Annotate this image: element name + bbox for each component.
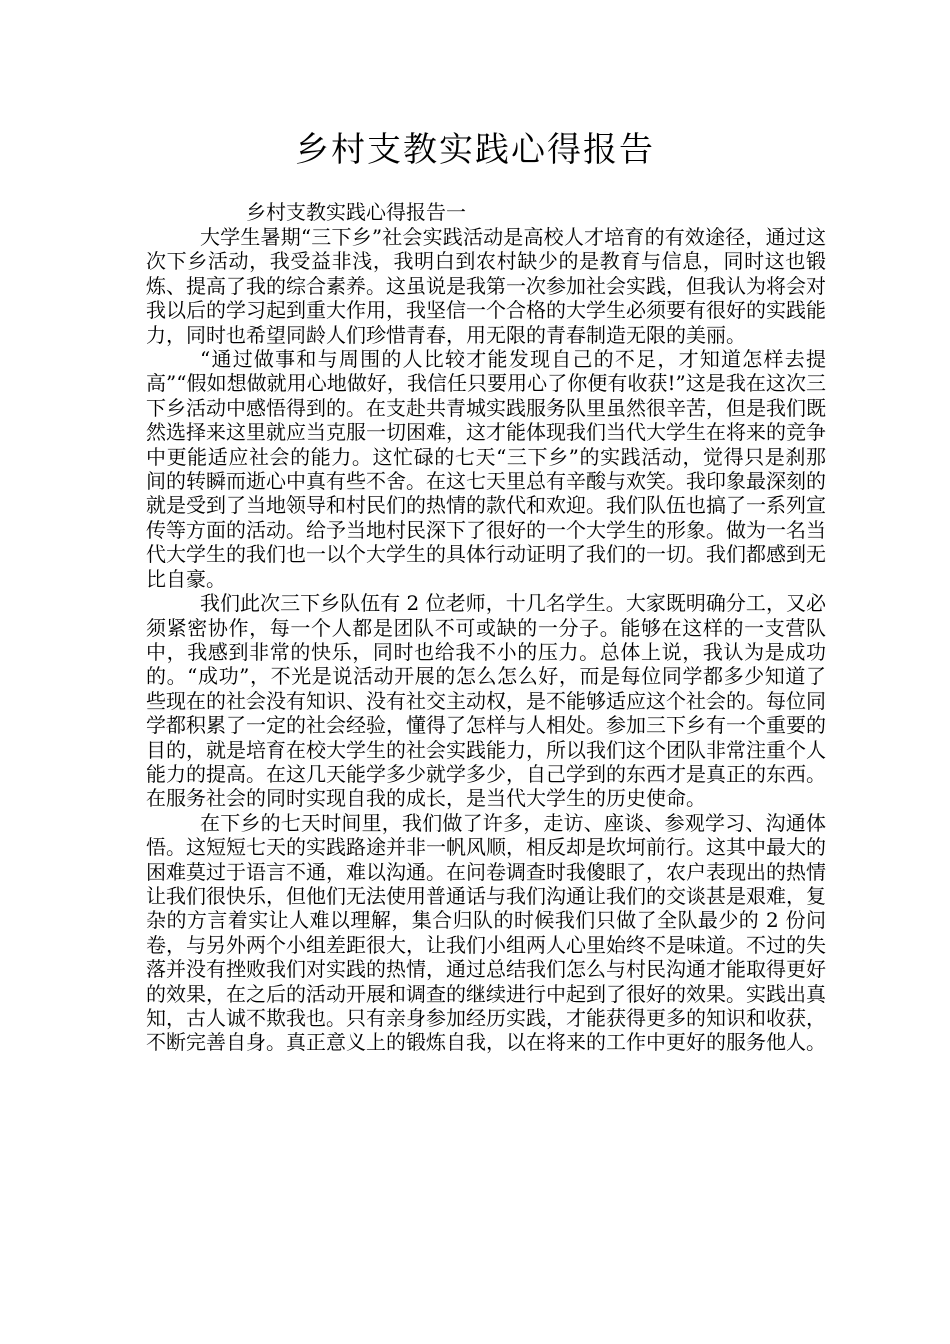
paragraph: 在下乡的七天时间里，我们做了许多，走访、座谈、参观学习、沟通体悟。这短短七天的实践路途并非一帆风顺，相反却是坎坷前行。这其中最大的困难莫过于语言不通，难以沟通。在问卷调查时我傻眼了，农户表现出的热情让我们很快乐，但他们无法使用普通话与我们沟通让我们的交谈甚是艰难，复杂的方言着实让人难以理解，集合归队的时候我们只做了全队最少的 2 份问卷，与另外两个小组差距很大，让我们小组两人心里始终不是味道。不过的失落并没有挫败我们对实践的热情，通过总结我们怎么与村民沟通才能取得更好的效果，在之后的活动开展和调查的继续进行中起到了很好的效果。实践出真知，古人诚不欺我也。只有亲身参加经历实践，才能获得更多的知识和收获，不断完善自身。真正意义上的锻炼自我，以在将来的工作中更好的服务他人。	[146, 810, 826, 1055]
paragraph: “通过做事和与周围的人比较才能发现自己的不足，才知道怎样去提高”“假如想做就用心地做好，我信任只要用心了你便有收获!”这是我在这次三下乡活动中感悟得到的。在支赴共青城实践服务队里虽然很辛苦，但是我们既然选择来这里就应当克服一切困难，这才能体现我们当代大学生在将来的竞争中更能适应社会的能力。这忙碌的七天“三下乡”的实践活动，觉得只是刹那间的转瞬而逝心中真有些不舍。在这七天里总有辛酸与欢笑。我印象最深刻的就是受到了当地领导和村民们的热情的款代和欢迎。我们队伍也搞了一系列宣传等方面的活动。给予当地村民深下了很好的一个大学生的形象。做为一名当代大学生的我们也一以个大学生的具体行动证明了我们的一切。我们都感到无比自豪。	[146, 347, 826, 591]
paragraph: 大学生暑期“三下乡”社会实践活动是高校人才培育的有效途径，通过这次下乡活动，我受益非浅，我明白到农村缺少的是教育与信息，同时这也锻炼、提高了我的综合素养。这虽说是我第一次参加社会实践，但我认为将会对我以后的学习起到重大作用，我坚信一个合格的大学生必须要有很好的实践能力，同时也希望同龄人们珍惜青春，用无限的青春制造无限的美丽。	[146, 225, 826, 347]
document-subtitle: 乡村支教实践心得报告一	[246, 200, 466, 224]
document-title: 乡村支教实践心得报告	[295, 130, 655, 170]
document-body	[146, 225, 826, 1055]
paragraph: 我们此次三下乡队伍有 2 位老师，十几名学生。大家既明确分工，又必须紧密协作，每一个人都是团队不可或缺的一分子。能够在这样的一支营队中，我感到非常的快乐，同时也给我不小的压力。总体上说，我认为是成功的。“成功”，不光是说活动开展的怎么怎么好，而是每位同学都多少知道了些现在的社会没有知识、没有社交主动权，是不能够适应这个社会的。每位同学都积累了一定的社会经验，懂得了怎样与人相处。参加三下乡有一个重要的目的，就是培育在校大学生的社会实践能力，所以我们这个团队非常注重个人能力的提高。在这几天能学多少就学多少，自己学到的东西才是真正的东西。在服务社会的同时实现自我的成长，是当代大学生的历史使命。	[146, 591, 826, 811]
